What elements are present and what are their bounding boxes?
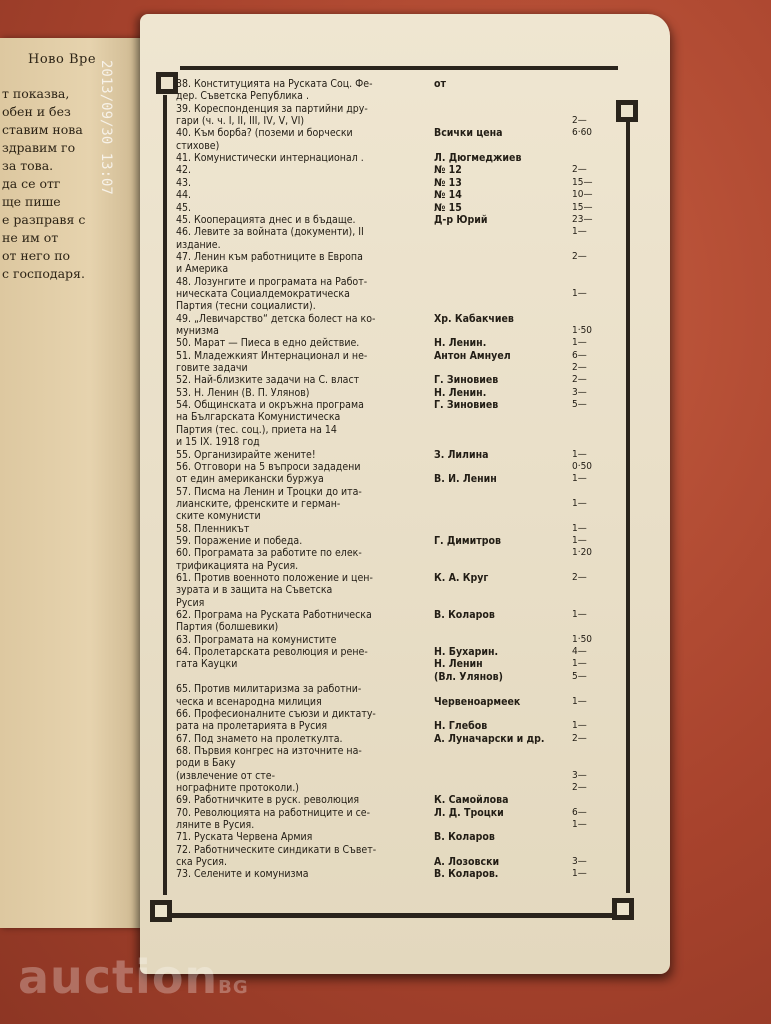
entry-author: А. Луначарски и др.: [434, 732, 545, 745]
entry-price: 1—: [572, 658, 587, 670]
entry-title: мунизма: [176, 325, 219, 337]
entry-title: трификацията на Русия.: [176, 559, 299, 572]
frame-right-border: [626, 118, 630, 893]
entry-price: 1·50: [572, 633, 593, 645]
entry-author: З. Лилина: [434, 448, 489, 461]
entry-price: 3—: [572, 769, 587, 781]
frame-corner-ornament: [612, 898, 634, 920]
catalog-row: [176, 868, 621, 882]
entry-author: (Вл. Улянов): [434, 670, 503, 683]
entry-title: 50. Марат — Пиеса в едно действие.: [176, 337, 360, 350]
entry-title: 65. Против милитаризма за работни-: [176, 683, 362, 696]
entry-title: 72. Работническите синдикати в Съвет-: [176, 843, 377, 856]
entry-title: и 15 IX. 1918 год: [176, 436, 260, 449]
left-page-line: ще пише: [2, 194, 61, 209]
entry-title: 67. Под знамето на пролеткулта.: [176, 732, 343, 745]
left-page-line: ставим нова: [2, 122, 83, 137]
entry-title: 68. Първия конгрес на източните на-: [176, 744, 362, 757]
entry-price: 1—: [572, 609, 587, 621]
entry-author: В. Коларов: [434, 831, 495, 844]
entry-title: 51. Младежкият Интернационал и не-: [176, 349, 368, 362]
entry-title: нографните протоколи.): [176, 781, 299, 794]
entry-author: А. Лозовски: [434, 856, 500, 869]
entry-title: лианските, френските и герман-: [176, 497, 341, 510]
entry-price: 6·60: [572, 127, 593, 139]
entry-title: 46. Левите за войната (документи), II: [176, 226, 364, 239]
entry-title: издание.: [176, 238, 221, 251]
entry-price: 5—: [572, 670, 587, 682]
entry-author: В. И. Ленин: [434, 473, 497, 486]
left-page-line: е разправя с: [2, 212, 86, 227]
entry-price: 5—: [572, 399, 587, 411]
entry-price: 2—: [572, 250, 587, 262]
entry-author: Г. Зиновиев: [434, 374, 499, 387]
entry-price: 10—: [572, 189, 593, 201]
entry-title: гари (ч. ч. I, II, III, IV, V, VI): [176, 115, 305, 128]
entry-price: 4—: [572, 646, 587, 658]
entry-title: 48. Лозунгите и програмата на Работ-: [176, 275, 368, 288]
entry-price: 1—: [572, 226, 587, 238]
left-page-line: т показва,: [2, 86, 70, 101]
entry-author: Г. Димитров: [434, 534, 501, 547]
left-page-line: здравим го: [2, 140, 76, 155]
auction-watermark: [18, 950, 249, 1004]
entry-price: 6—: [572, 806, 587, 818]
entry-price: 1—: [572, 497, 587, 509]
entry-title: говите задачи: [176, 362, 248, 375]
entry-price: 3—: [572, 386, 587, 398]
entry-price: 1—: [572, 287, 587, 299]
entry-author: В. Коларов: [434, 609, 495, 622]
entry-title: 63. Програмата на комунистите: [176, 633, 337, 646]
entry-title: Партия (болшевики): [176, 621, 279, 634]
entry-title: от един американски буржуа: [176, 473, 324, 486]
entry-title: 71. Руската Червена Армия: [176, 831, 313, 844]
entry-author: Л. Д. Троцки: [434, 806, 504, 819]
left-page-line: за това.: [2, 158, 54, 173]
entry-title: стихове): [176, 139, 220, 152]
entry-author: Хр. Кабакчиев: [434, 312, 514, 325]
entry-title: 66. Професионалните съюзи и диктату-: [176, 707, 376, 720]
entry-title: 64. Пролетарската революция и ренe-: [176, 646, 368, 659]
left-page-line: да се отг: [2, 176, 61, 191]
entry-price: 0·50: [572, 460, 593, 472]
entry-title: 53. Н. Ленин (В. П. Улянов): [176, 386, 310, 399]
entry-author: Н. Бухарин.: [434, 646, 499, 659]
left-page-line: с господаря.: [2, 266, 85, 281]
entry-price: 1—: [572, 448, 587, 460]
entry-title: 45.: [176, 201, 192, 214]
entry-price: 2—: [572, 781, 587, 793]
entry-price: 6—: [572, 349, 587, 361]
entry-title: 42.: [176, 164, 192, 177]
entry-title: 55. Организирайте жените!: [176, 448, 316, 461]
entry-title: 57. Писма на Ленин и Троцки до ита-: [176, 485, 362, 498]
frame-corner-ornament: [150, 900, 172, 922]
entry-title: 54. Общинската и окръжна програма: [176, 399, 364, 412]
left-page-heading: Ново Вре: [28, 52, 97, 67]
left-page-text: [2, 85, 150, 283]
watermark-main: auction: [18, 950, 219, 1004]
entry-title: ска Русия.: [176, 856, 227, 869]
entry-price: 1—: [572, 522, 587, 534]
entry-title: 59. Поражение и победа.: [176, 534, 303, 547]
frame-top-border: [180, 66, 618, 70]
entry-author: Н. Ленин: [434, 658, 483, 671]
entry-title: ските комунисти: [176, 510, 261, 523]
entry-title: 43.: [176, 176, 192, 189]
entry-title: 61. Против военното положение и цен-: [176, 572, 373, 584]
entry-price: 1—: [572, 720, 587, 732]
entry-author: № 15: [434, 201, 462, 214]
entry-title: ляните в Русия.: [176, 819, 255, 831]
entry-title: 73. Селените и комунизма: [176, 868, 309, 881]
date-stamp: [96, 60, 116, 230]
entry-price: 3—: [572, 856, 587, 868]
entry-title: 70. Революцията на работниците и се-: [176, 806, 371, 819]
entry-title: 47. Ленин към работниците в Европа: [176, 250, 363, 263]
entry-author: К. Самойлова: [434, 794, 509, 807]
entry-price: 1·20: [572, 547, 593, 559]
entry-price: 1—: [572, 695, 587, 707]
entry-author: Антон Амнуел: [434, 349, 511, 362]
entry-price: 2—: [572, 374, 587, 386]
entry-author: № 12: [434, 164, 462, 177]
entry-price: 1—: [572, 819, 587, 830]
entry-author: Н. Ленин.: [434, 337, 487, 350]
entry-title: 45. Кооперацията днес и в бъдаще.: [176, 213, 356, 226]
entry-author: № 13: [434, 176, 462, 189]
entry-price: 15—: [572, 201, 593, 213]
entry-title: роди в Баку: [176, 757, 236, 770]
entry-author: Г. Зиновиев: [434, 399, 499, 412]
entry-author: Л. Дюгмеджиев: [434, 152, 522, 165]
date-stamp-text: 2013/09/30 13:07: [98, 60, 114, 195]
entry-title: гата Кауцки: [176, 658, 238, 671]
entry-title: ческа и всенародна милиция: [176, 695, 322, 708]
entry-price: 1—: [572, 337, 587, 349]
frame-corner-ornament: [156, 72, 178, 94]
entry-title: Русия: [176, 596, 205, 609]
entry-title: 58. Пленникът: [176, 522, 250, 535]
entry-price: 15—: [572, 176, 593, 188]
entry-author: К. А. Круг: [434, 572, 489, 584]
entry-title: Партия (тесни социалисти).: [176, 300, 316, 313]
entry-title: рата на пролетарията в Русия: [176, 720, 328, 733]
entry-title: Партия (тес. соц.), приета на 14: [176, 423, 337, 436]
entry-title: (извлечение от сте-: [176, 769, 275, 782]
entry-title: 49. „Левичарство“ детска болест на ко-: [176, 312, 376, 325]
entry-author: Всички цена: [434, 127, 503, 140]
entry-price: 2—: [572, 362, 587, 374]
entry-price: 1·50: [572, 325, 593, 336]
entry-title: на Българската Комунистическа: [176, 411, 341, 424]
entry-title: ническата Социалдемократическа: [176, 287, 350, 300]
entry-author: В. Коларов.: [434, 868, 499, 881]
entry-price: 2—: [572, 732, 587, 744]
entry-author: Н. Глебов: [434, 720, 488, 733]
entry-price: 23—: [572, 213, 593, 225]
entry-title: зурата и в защита на Съветска: [176, 584, 333, 597]
entry-price: 1—: [572, 473, 587, 485]
entry-price: 2—: [572, 572, 587, 583]
entry-title: 40. Към борба? (поземи и борчески: [176, 127, 353, 140]
left-page-line: обен и без: [2, 104, 71, 119]
entry-author: Червеноармеек: [434, 695, 521, 708]
entry-price: 2—: [572, 115, 587, 127]
frame-bottom-border: [172, 913, 620, 918]
entry-price: 2—: [572, 164, 587, 176]
left-page-line: от него по: [2, 248, 71, 263]
entry-title: 56. Отговори на 5 въпроси зададени: [176, 460, 361, 473]
left-page-line: не им от: [2, 230, 59, 245]
entry-price: 1—: [572, 868, 587, 880]
entry-title: 52. Най-близките задачи на С. власт: [176, 374, 360, 387]
entry-author: Н. Ленин.: [434, 386, 487, 399]
entry-title: 39. Кореспонденция за партийни дру-: [176, 102, 368, 115]
entry-title: 41. Комунистически интернационал .: [176, 152, 364, 165]
entry-author: от: [434, 78, 446, 90]
frame-left-border: [163, 95, 167, 895]
entry-title: и Америка: [176, 263, 229, 276]
entry-author: № 14: [434, 189, 462, 202]
entry-title: 44.: [176, 189, 192, 202]
entry-title: 60. Програмата за работите по елек-: [176, 547, 362, 560]
entry-price: 1—: [572, 534, 587, 546]
entry-title: 62. Програма на Руската Работническа: [176, 609, 372, 622]
entry-author: Д-р Юрий: [434, 213, 488, 226]
entry-title: 69. Работничките в руск. революция: [176, 794, 360, 807]
watermark-suffix: BG: [218, 977, 249, 998]
entry-title: дер. Съветска Република .: [176, 90, 309, 103]
entry-title: 38. Конституцията на Руската Соц. Фе-: [176, 78, 373, 90]
